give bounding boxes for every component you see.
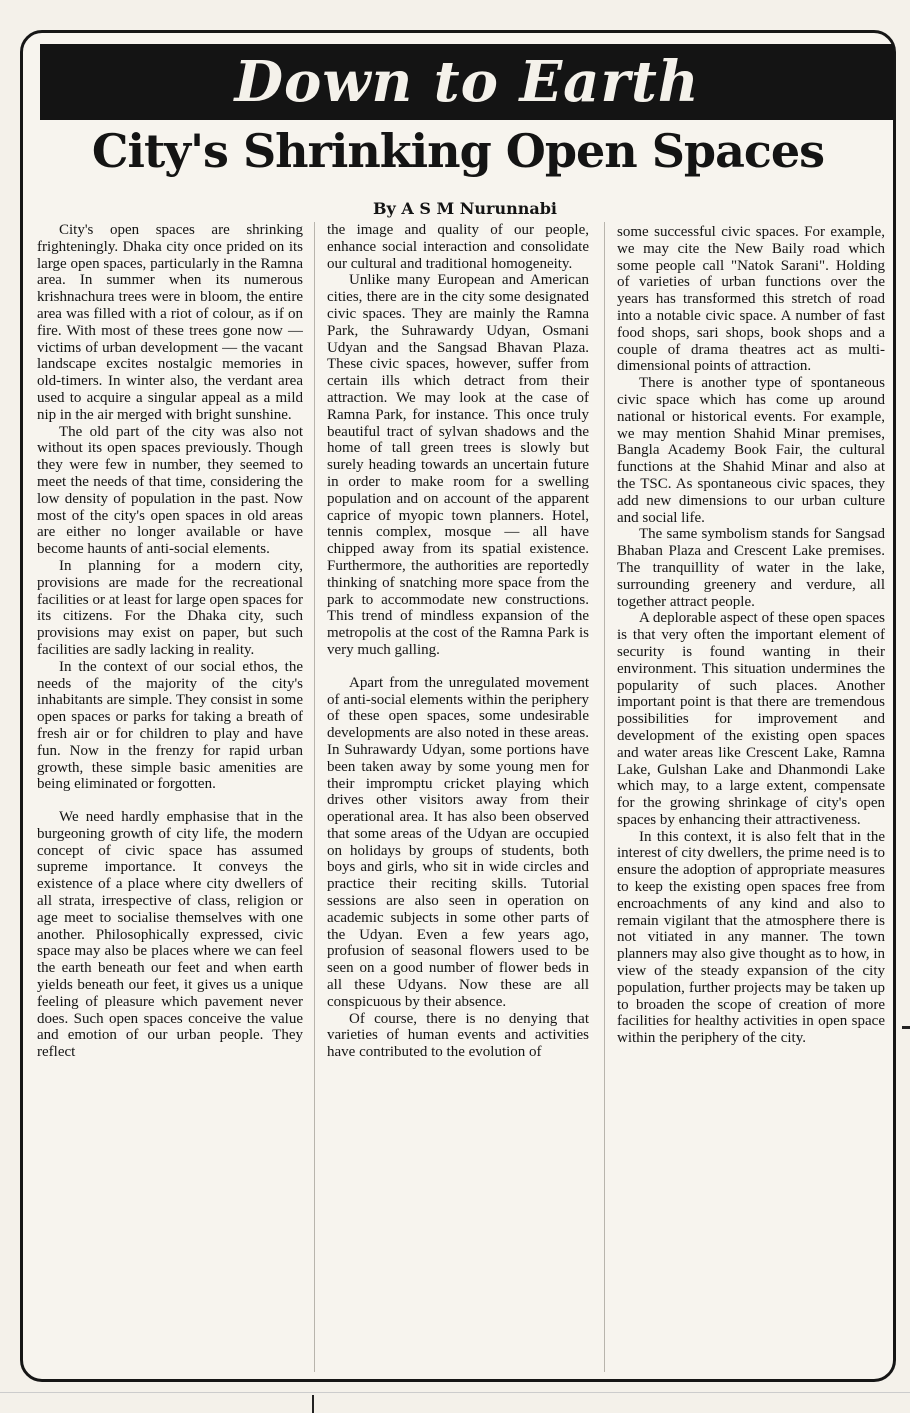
column-divider — [604, 222, 605, 1372]
article-column-1 — [37, 222, 303, 1372]
page-edge-mark — [902, 1026, 910, 1029]
column-divider — [312, 1395, 314, 1413]
paragraph: Unlike many European and American cities, there are in the city some designated civic spaces. They are mainly the Ramna Park, the Suhrawardy Udyan, Osmani Udyan and the Sangsad Bhavan Plaza. These civic spaces, however, suffer from certain ills which detract from their attraction. We may look at the case of Ramna Park, for instance. This once truly beautiful tract of sylvan shadows and the home of tall green trees is slowly but surely heading towards an uncertain future in order to make room for a swelling population and on account of the apparent caprice of myopic town planners. Hotel, tennis complex, mosque — all have chipped away from its spatial existence. Furthermore, the authorities are reportedly thinking of snatching more space from the park to accommodate new constructions. This trend of mindless expansion of the metropolis at the cost of the Ramna Park is very much galling. — [327, 272, 589, 658]
paragraph: Apart from the unregulated movement of anti-social elements within the periphery of these open spaces, some undesirable developments are also noted in these areas. In Suhrawardy Udyan, some portions have been taken away by some young men for their impromptu cricket playing which drives other visitors away from their operational area. It has also been observed that some areas of the Udyan are occupied on holidays by groups of students, both boys and girls, who sit in wide circles and practice their reciting skills. Tutorial sessions are also seen in operation on academic subjects in some other parts of the Udyan. Even a few years ago, profusion of seasonal flowers used to be seen on a good number of flower beds in all these Udyans. Now these are all conspicuous by their absence. — [327, 674, 589, 1010]
article-column-3 — [617, 224, 885, 1374]
paragraph: In this context, it is also felt that in the interest of city dwellers, the prime need is to ensure the adoption of appropriate measures to keep the existing open spaces free from encroachments of any kind and also to remain vigilant that the atmosphere there is not vitiated in any manner. The town planners may also give thought as to how, in view of the steady expansion of the city population, further projects may be taken up to broaden the scope of creation of more facilities for healthy activities in open space within the periphery of the city. — [617, 828, 885, 1047]
paragraph: the image and quality of our people, enhance social interaction and consolidate our cultural and traditional homogeneity. — [327, 222, 589, 272]
paragraph: City's open spaces are shrinking frighteningly. Dhaka city once prided on its large open spaces, particularly in the Ramna area. In summer when its numerous krishnachura trees were in bloom, the entire area was filled with a riot of colour, as if on fire. With most of these trees gone now — victims of urban development — the vacant landscape excites nostalgic memories in old-timers. In winter also, the verdant area used to acquire a singular appeal as a mild nip in the air merged with bright sunshine. — [37, 222, 303, 423]
paragraph: We need hardly emphasise that in the burgeoning growth of city life, the modern concept of civic space has assumed supreme importance. It conveys the existence of a place where city dwellers of all strata, irrespective of class, religion or age meet to socialise themselves with one another. Philosophically expressed, civic space may also be places where we can feel the earth beneath our feet and when earth yields beneath our feet, it gives us a unique feeling of pleasure which pavement never does. Such open spaces conceive the value and emotion of our urban people. They reflect — [37, 809, 303, 1061]
paragraph: A deplorable aspect of these open spaces is that very often the important element of security is found wanting in their environment. This situation undermines the popularity of such places. Another important point is that there are tremendous possibilities for improvement and development of the existing open spaces and water areas like Crescent Lake, Ramna Lake, Gulshan Lake and Dhanmondi Lake which may, to a large extent, compensate for the growing shrinkage of city's open spaces by enhancing their attractiveness. — [617, 610, 885, 828]
section-title: Down to Earth — [234, 49, 700, 115]
article-byline: By A S M Nurunnabi — [373, 199, 557, 218]
paragraph: In the context of our social ethos, the needs of the majority of the city's inhabitants are simple. They consist in some open spaces or parks for taking a breath of fresh air or for children to play and have fun. Now in the frenzy for rapid urban growth, these simple basic amenities are being eliminated or forgotten. — [37, 658, 303, 793]
column-divider — [314, 222, 315, 1372]
paragraph: some successful civic spaces. For example, we may cite the New Baily road which some people call "Natok Sarani". Holding of varieties of urban functions over the years has transformed this stretch of road into a notable civic space. A number of fast food shops, sari shops, book shops and a couple of drama theatres act as multi-dimensional points of attraction. — [617, 224, 885, 375]
paragraph: The old part of the city was also not without its open spaces previously. Though they were few in number, they seemed to meet the needs of that time, considering the low density of population in the past. Now most of the city's open spaces in old areas are either no longer available or have become haunts of anti-social elements. — [37, 423, 303, 558]
paragraph: Of course, there is no denying that varieties of human events and activities have contributed to the evolution of — [327, 1010, 589, 1061]
article-headline: City's Shrinking Open Spaces — [91, 124, 825, 178]
article-column-2 — [327, 222, 589, 1372]
paragraph: The same symbolism stands for Sangsad Bhaban Plaza and Crescent Lake premises. The tranquillity of water in the lake, surrounding greenery and verdure, all together attract people. — [617, 526, 885, 610]
section-banner — [40, 44, 894, 120]
paragraph: In planning for a modern city, provisions are made for the recreational facilities or at least for large open spaces for its citizens. For the Dhaka city, such provisions may exist on paper, but such facilities are sadly lacking in reality. — [37, 557, 303, 658]
next-article-fragment — [0, 1392, 910, 1413]
paragraph: There is another type of spontaneous civic space which has come up around national or historical events. For example, we may mention Shahid Minar premises, Bangla Academy Book Fair, the cultural functions at the Shahid Minar and also at the TSC. As spontaneous civic spaces, they add new dimensions to our urban culture and social life. — [617, 375, 885, 526]
